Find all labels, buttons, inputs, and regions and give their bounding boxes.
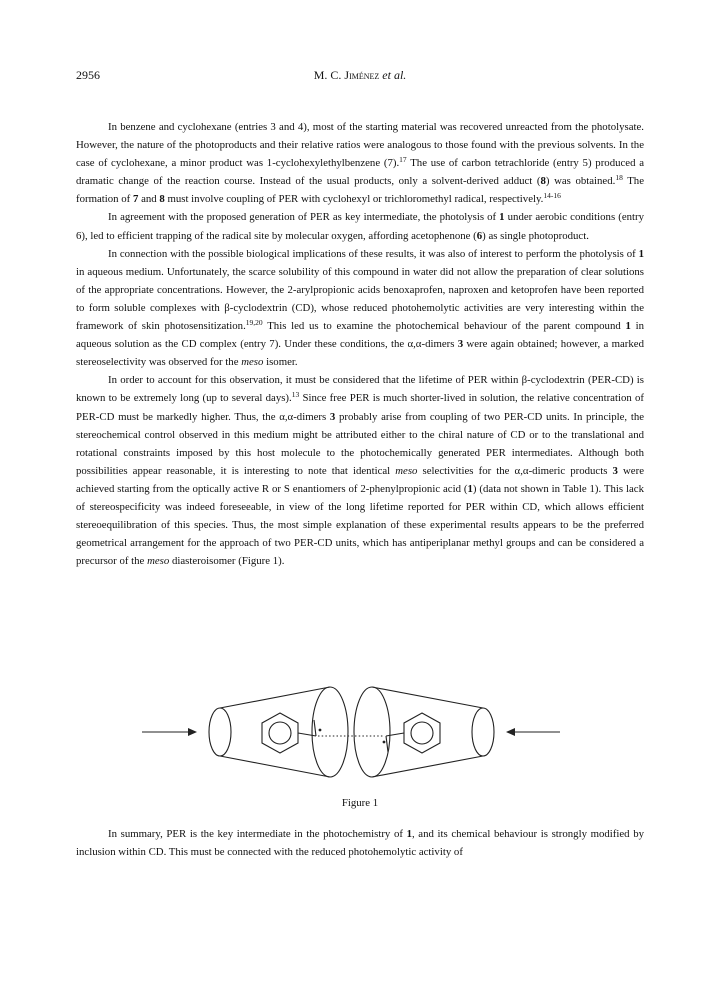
compound-number: 1 <box>406 828 412 840</box>
right-bond-to-radical <box>386 733 404 736</box>
right-cd-top-edge <box>372 687 483 708</box>
text-run: isomer. <box>263 356 298 369</box>
summary-paragraph-block <box>76 825 644 861</box>
text-run: in aqueous solution as the CD complex (entry 7). Under these conditions, the α,α-dimers <box>76 320 644 351</box>
right-methyl-down <box>386 736 388 752</box>
right-radical-dot <box>383 741 386 744</box>
paragraph <box>76 208 644 244</box>
left-bond-to-radical <box>298 733 316 736</box>
compound-number: 6 <box>476 229 483 242</box>
compound-number: 8 <box>159 193 165 206</box>
left-cd-top-edge <box>220 687 330 708</box>
text-run: must involve coupling of PER with cyclohexyl or trichloromethyl radical, respectively. <box>164 193 544 206</box>
page-header <box>76 68 644 86</box>
reference-superscript: 19,20 <box>245 318 263 328</box>
text-run: In summary, PER is the key intermediate in the photochemistry of <box>108 828 407 840</box>
text-run: In benzene and cyclohexane (entries 3 and 4), most of the starting material was recovered unreacted from the photolysate. However, the nature of the photoproducts and their relative ratios were analogous to those found with the previous solvents. In the case of cyclohexane, a minor product was 1-cyclohexylethylbenzene (7). <box>76 121 644 170</box>
text-run: , and its chemical behaviour is strongly modified by inclusion within CD. This must be connected with the reduced photohemolytic activity of <box>76 828 645 859</box>
reference-superscript: 17 <box>399 155 407 165</box>
right-benzene-inner <box>411 722 433 744</box>
text-run: selectivities for the α,α-dimeric products <box>417 464 613 477</box>
page-number: 2956 <box>76 68 100 82</box>
cyclodextrin-complex-drawing <box>140 680 600 784</box>
figure-1-diagram <box>140 680 600 784</box>
running-head-etal: et al. <box>382 68 407 82</box>
text-run: ) (data not shown in Table 1). This lack of stereospecificity was indeed foreseeable, in view of the long lifetime reported for PER within CD, which allows efficient stereoequilibration of this species. Thus, the most simple explanation of these experimental results appears to be the preferred geometrical arrangement for the approach of two PER-CD units, which has antiperiplanar methyl groups and can be considered a precursor of the <box>76 482 644 568</box>
running-head <box>76 68 644 83</box>
text-run: in aqueous medium. Unfortunately, the scarce solubility of this compound in water did not allow the preparation of clear solutions of the appropriate concentrations. However, the 2-arylpropionic acids benoxaprofen, naproxen and ketoprofen have been reported to form soluble complexes with β-cyclodextrin (CD), whose reduced photohemolytic activities are very interesting within the framework of skin photosensitization. <box>76 265 644 333</box>
text-run: The use of carbon tetrachloride (entry 5) produced a dramatic change of the reaction course. Instead of the usual products, only a solvent-derived adduct ( <box>76 157 645 188</box>
left-radical-dot <box>319 729 322 732</box>
compound-number: 3 <box>329 410 336 423</box>
text-run: and <box>138 193 160 206</box>
figure-caption: Figure 1 <box>341 797 379 809</box>
text-run: probably arise from coupling of two PER-CD units. In principle, the stereochemical control observed in this medium might be attributed either to the chiral nature of CD or to the translational and rotational constraints imposed by this host molecule to the photochemically generated PER intermediates. Although both possibilities appear reasonable, it is interesting to note that identical <box>76 410 645 477</box>
compound-number: 3 <box>457 338 464 351</box>
compound-number: 7 <box>132 193 139 206</box>
text-run: ) as single photoproduct. <box>482 229 589 242</box>
italic-text: meso <box>241 356 264 369</box>
paragraph <box>76 245 644 372</box>
text-run: under aerobic conditions (entry 6), led to efficient trapping of the radical site by molecular oxygen, affording acetophenone ( <box>76 211 644 242</box>
text-run: were achieved starting from the optically active R or S enantiomers of 2-phenylpropionic acid ( <box>76 464 644 495</box>
text-run: The formation of <box>76 175 645 206</box>
compound-number: 1 <box>638 247 644 260</box>
left-cd-narrow-rim <box>209 708 231 756</box>
compound-number: 3 <box>612 464 618 477</box>
compound-number: 8 <box>540 175 546 188</box>
italic-text: meso <box>395 464 418 477</box>
text-run: In connection with the possible biological implications of these results, it was also of interest to perform the photolysis of <box>108 247 639 260</box>
text-run: ) was obtained. <box>545 175 616 188</box>
right-arrowhead <box>506 728 515 736</box>
compound-number: 1 <box>467 482 473 495</box>
paragraph <box>76 371 644 570</box>
text-run: In agreement with the proposed generation of PER as key intermediate, the photolysis of <box>108 211 500 224</box>
compound-number: 1 <box>499 211 505 224</box>
left-cd-wide-rim <box>312 687 348 777</box>
article-body <box>76 118 644 570</box>
compound-number: 1 <box>625 320 631 333</box>
text-run: Since free PER is much shorter-lived in solution, the relative concentration of PER-CD must be markedly higher. Thus, the α,α-dimers <box>76 392 644 423</box>
left-arrowhead <box>188 728 197 736</box>
italic-text: meso <box>147 555 170 568</box>
text-run: This led us to examine the photochemical behaviour of the parent compound <box>262 320 626 333</box>
text-run: diasteroisomer (Figure 1). <box>169 555 285 568</box>
right-cd-bottom-edge <box>372 756 483 777</box>
paragraph <box>76 118 644 208</box>
text-run: In order to account for this observation, it must be considered that the lifetime of PER within β-cyclodextrin (PER-CD) is known to be extremely long (up to several days). <box>76 374 644 405</box>
right-cd-wide-rim <box>354 687 390 777</box>
reference-superscript: 18 <box>615 173 623 183</box>
reference-superscript: 13 <box>291 390 300 400</box>
left-benzene-ring <box>262 713 298 753</box>
reference-superscript: 14-16 <box>543 191 561 201</box>
left-benzene-inner <box>269 722 291 744</box>
left-cd-bottom-edge <box>220 756 330 777</box>
text-run: were again obtained; however, a marked stereoselectivity was observed for the <box>76 338 644 369</box>
right-cd-narrow-rim <box>472 708 494 756</box>
right-benzene-ring <box>404 713 440 753</box>
running-head-author: M. C. Jiménez <box>313 68 380 82</box>
summary-paragraph <box>76 825 644 861</box>
left-methyl-up <box>314 720 316 736</box>
